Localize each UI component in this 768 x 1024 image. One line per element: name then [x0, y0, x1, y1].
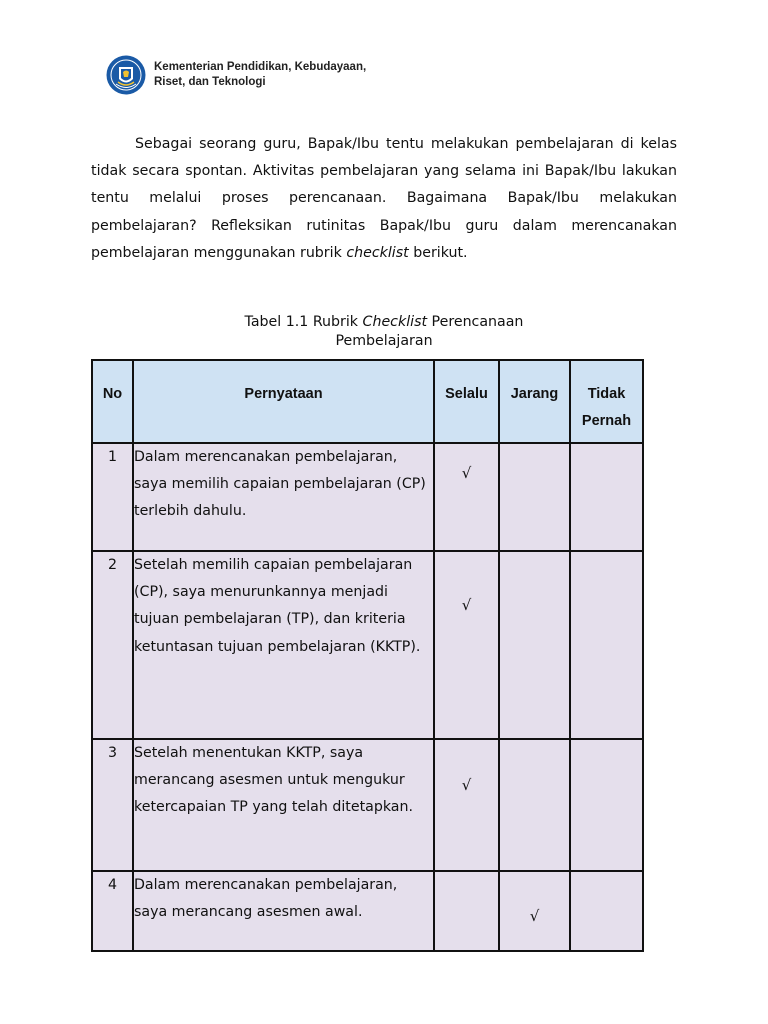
- table-row: [92, 871, 643, 951]
- row-sometimes-cell: [499, 443, 570, 551]
- row-never-cell: [570, 871, 643, 951]
- intro-italic-term: checklist: [346, 244, 409, 261]
- row-statement: Setelah memilih capaian pembelajaran (CP), saya menurunkannya menjadi tujuan pembelajaran (TP), dan kriteria ketuntasan tujuan pembelajaran (KKTP).: [133, 551, 434, 739]
- row-always-cell: [434, 551, 499, 739]
- header-never: [570, 360, 643, 443]
- row-sometimes-cell: [499, 739, 570, 871]
- row-always-cell: [434, 739, 499, 871]
- row-never-cell: [570, 739, 643, 871]
- ministry-logo-icon: [106, 55, 146, 95]
- row-never-cell: [570, 551, 643, 739]
- row-number: 2: [92, 551, 133, 739]
- header-sometimes: Jarang: [499, 360, 570, 443]
- table-caption-line2: Pembelajaran: [335, 333, 433, 349]
- intro-paragraph: [91, 131, 677, 267]
- page-header: [106, 55, 366, 95]
- row-sometimes-cell: [499, 871, 570, 951]
- row-sometimes-cell: [499, 551, 570, 739]
- table-row: [92, 739, 643, 871]
- row-always-cell: [434, 871, 499, 951]
- caption-prefix: Tabel 1.1 Rubrik: [244, 314, 363, 330]
- row-always-cell: [434, 443, 499, 551]
- table-row: [92, 443, 643, 551]
- intro-text: Sebagai seorang guru, Bapak/Ibu tentu melakukan pembelajaran di kelas tidak secara spontan. Aktivitas pembelajaran yang selama ini Bapak/Ibu lakukan tentu melalui proses perencanaan. Bagaimana Bapak/Ibu melakukan pembelajaran? Refleksikan rutinitas Bapak/Ibu guru dalam merencanakan pembelajaran menggunakan rubrik: [91, 136, 677, 261]
- caption-suffix: Perencanaan: [427, 314, 524, 330]
- row-statement: Setelah menentukan KKTP, saya merancang asesmen untuk mengukur ketercapaian TP yang telah ditetapkan.: [133, 739, 434, 871]
- check-mark: √: [461, 776, 472, 794]
- header-no: No: [92, 360, 133, 443]
- ministry-name-line2: Riset, dan Teknologi: [154, 76, 266, 88]
- table-caption: [91, 313, 677, 351]
- ministry-name-line1: Kementerian Pendidikan, Kebudayaan,: [154, 61, 367, 73]
- row-statement: Dalam merencanakan pembelajaran, saya memilih capaian pembelajaran (CP) terlebih dahulu.: [133, 443, 434, 551]
- header-never-line2: Pernah: [581, 413, 632, 429]
- ministry-name: [154, 60, 366, 90]
- rubric-checklist-table: [91, 359, 644, 952]
- table-row: [92, 551, 643, 739]
- header-statement: Pernyataan: [133, 360, 434, 443]
- table-header-row: [92, 360, 643, 443]
- caption-italic: Checklist: [362, 314, 428, 330]
- row-statement: Dalam merencanakan pembelajaran, saya merancang asesmen awal.: [133, 871, 434, 951]
- row-number: 3: [92, 739, 133, 871]
- check-mark: √: [529, 907, 540, 925]
- row-number: 1: [92, 443, 133, 551]
- intro-text-end: berikut.: [408, 244, 468, 261]
- row-number: 4: [92, 871, 133, 951]
- header-never-line1: Tidak: [587, 386, 626, 402]
- header-always: Selalu: [434, 360, 499, 443]
- row-never-cell: [570, 443, 643, 551]
- check-mark: √: [461, 596, 472, 614]
- check-mark: √: [461, 464, 472, 482]
- table-caption-line1: [91, 313, 677, 332]
